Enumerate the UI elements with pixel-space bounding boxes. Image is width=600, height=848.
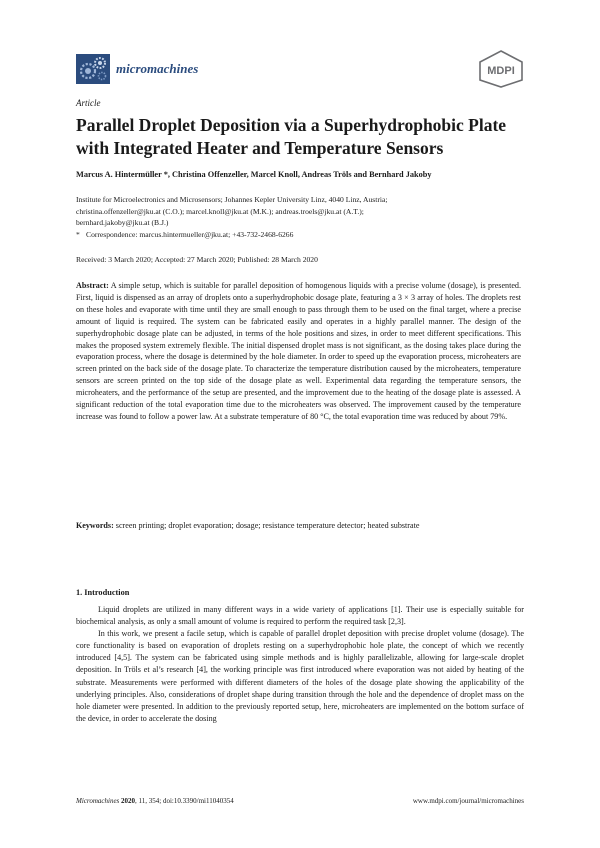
correspondence-star: * — [76, 229, 80, 239]
introduction-body — [76, 604, 524, 725]
footer-year: 2020 — [121, 797, 136, 805]
keywords-label: Keywords: — [76, 521, 114, 530]
author-list: Marcus A. Hintermüller *, Christina Offenzeller, Marcel Knoll, Andreas Tröls and Bernhard Jakoby — [76, 170, 432, 179]
section-heading: 1. Introduction — [76, 588, 130, 597]
correspondence-line — [76, 229, 536, 241]
keywords-text: screen printing; droplet evaporation; dosage; resistance temperature detector; heated substrate — [115, 521, 420, 530]
paper-title: Parallel Droplet Deposition via a Superhydrophobic Plate with Integrated Heater and Temperature Sensors — [76, 115, 507, 158]
correspondence-text: Correspondence: marcus.hintermueller@jku.at; +43-732-2468-6266 — [86, 229, 294, 239]
gears-icon — [76, 54, 110, 84]
footer-journal: Micromachines — [76, 797, 120, 805]
page-header — [76, 50, 524, 90]
affiliation-line: bernhard.jakoby@jku.at (B.J.) — [76, 218, 169, 227]
footer-citation-rest: , 11, 354; doi:10.3390/mi11040354 — [135, 797, 234, 805]
keywords — [76, 520, 521, 532]
paragraph: In this work, we present a facile setup, which is capable of parallel droplet deposition with precise droplet volume (dosage). The core functionality is based on evaporation of droplets resting on a superhydrophobic hole plate, the concept of which we recently introduced [4,5]. The system can be fabricated using simple methods and is highly parallelizable, allowing for large-scale droplet deposition. In Tröls et al’s research [4], the working principle was first introduced where evaporation was not aided by heating of the substrate. Measurements were performed with different diameters of the holes of the dosage plate showing the applicability of the underlying principles. Also, considerations of droplet shape during transition through the hole and the dependence of droplet mass on the hole diameter were presented. In addition to the previously reported setup, here, microheaters are implemented on the bottom surface of the device, in order to accelerate the dosing — [76, 629, 524, 723]
affiliation-block — [76, 194, 536, 240]
publisher-logo-icon — [478, 50, 524, 88]
affiliation-line: christina.offenzeller@jku.at (C.O.); marcel.knoll@jku.at (M.K.); andreas.troels@jku.at (A.T.); — [76, 206, 364, 216]
article-type: Article — [76, 98, 101, 108]
abstract — [76, 280, 521, 423]
footer-url: www.mdpi.com/journal/micromachines — [412, 797, 524, 805]
journal-logo — [76, 54, 198, 84]
paragraph: Liquid droplets are utilized in many different ways in a wide variety of applications [1]. Their use is especially suitable for biochemical analysis, as only a small amount of volume is required to perform the required task [2,3]. — [76, 605, 524, 627]
abstract-label: Abstract: — [76, 281, 109, 290]
publication-dates: Received: 3 March 2020; Accepted: 27 March 2020; Published: 28 March 2020 — [76, 255, 318, 264]
affiliation-line: Institute for Microelectronics and Microsensors; Johannes Kepler University Linz, 4040 Linz, Austria; — [76, 195, 388, 204]
publisher-label: MDPI — [487, 65, 515, 77]
page-footer — [76, 797, 524, 809]
abstract-text: A simple setup, which is suitable for parallel deposition of homogenous liquids with a precise volume (dosage), is presented. First, liquid is dispensed as an array of droplets onto a superhydrophobic dosage plate, featuring a 3 × 3 array of holes. The droplets rest on these holes and evaporate with time until they are small enough to pass through them to be used on the final target, where a precise amount of liquid is required. The system can be fabricated easily and operates in a highly parallel manner. The design of the superhydrophobic dosage plate can be adjusted, in terms of the hole positions and sizes, in order to meet different specifications. This makes the proposed system extremely flexible. The initial dispensed droplet mass is not significant, as the dosing takes place during the evaporation process, where the dosage is determined by the hole diameter. In order to speed up the evaporation process, microheaters are screen printed on the back side of the dosage plate. To characterize the temperature distribution caused by the microheaters, temperature sensors are screen printed on the top side of the dosage plate as well. Experimental data regarding the temperature sensors, the microheaters, and the performance of the setup are presented, and the improvement due to the heating of the dosage plate is assessed. A significant reduction of the total evaporation time due to the microheaters was observed. The improvement caused by the temperature increase was found to follow a power law. At a substrate temperature of 80 °C, the total evaporation time was reduced by about 79%. — [76, 281, 522, 421]
journal-name: micromachines — [116, 61, 199, 76]
footer-citation — [76, 797, 234, 805]
